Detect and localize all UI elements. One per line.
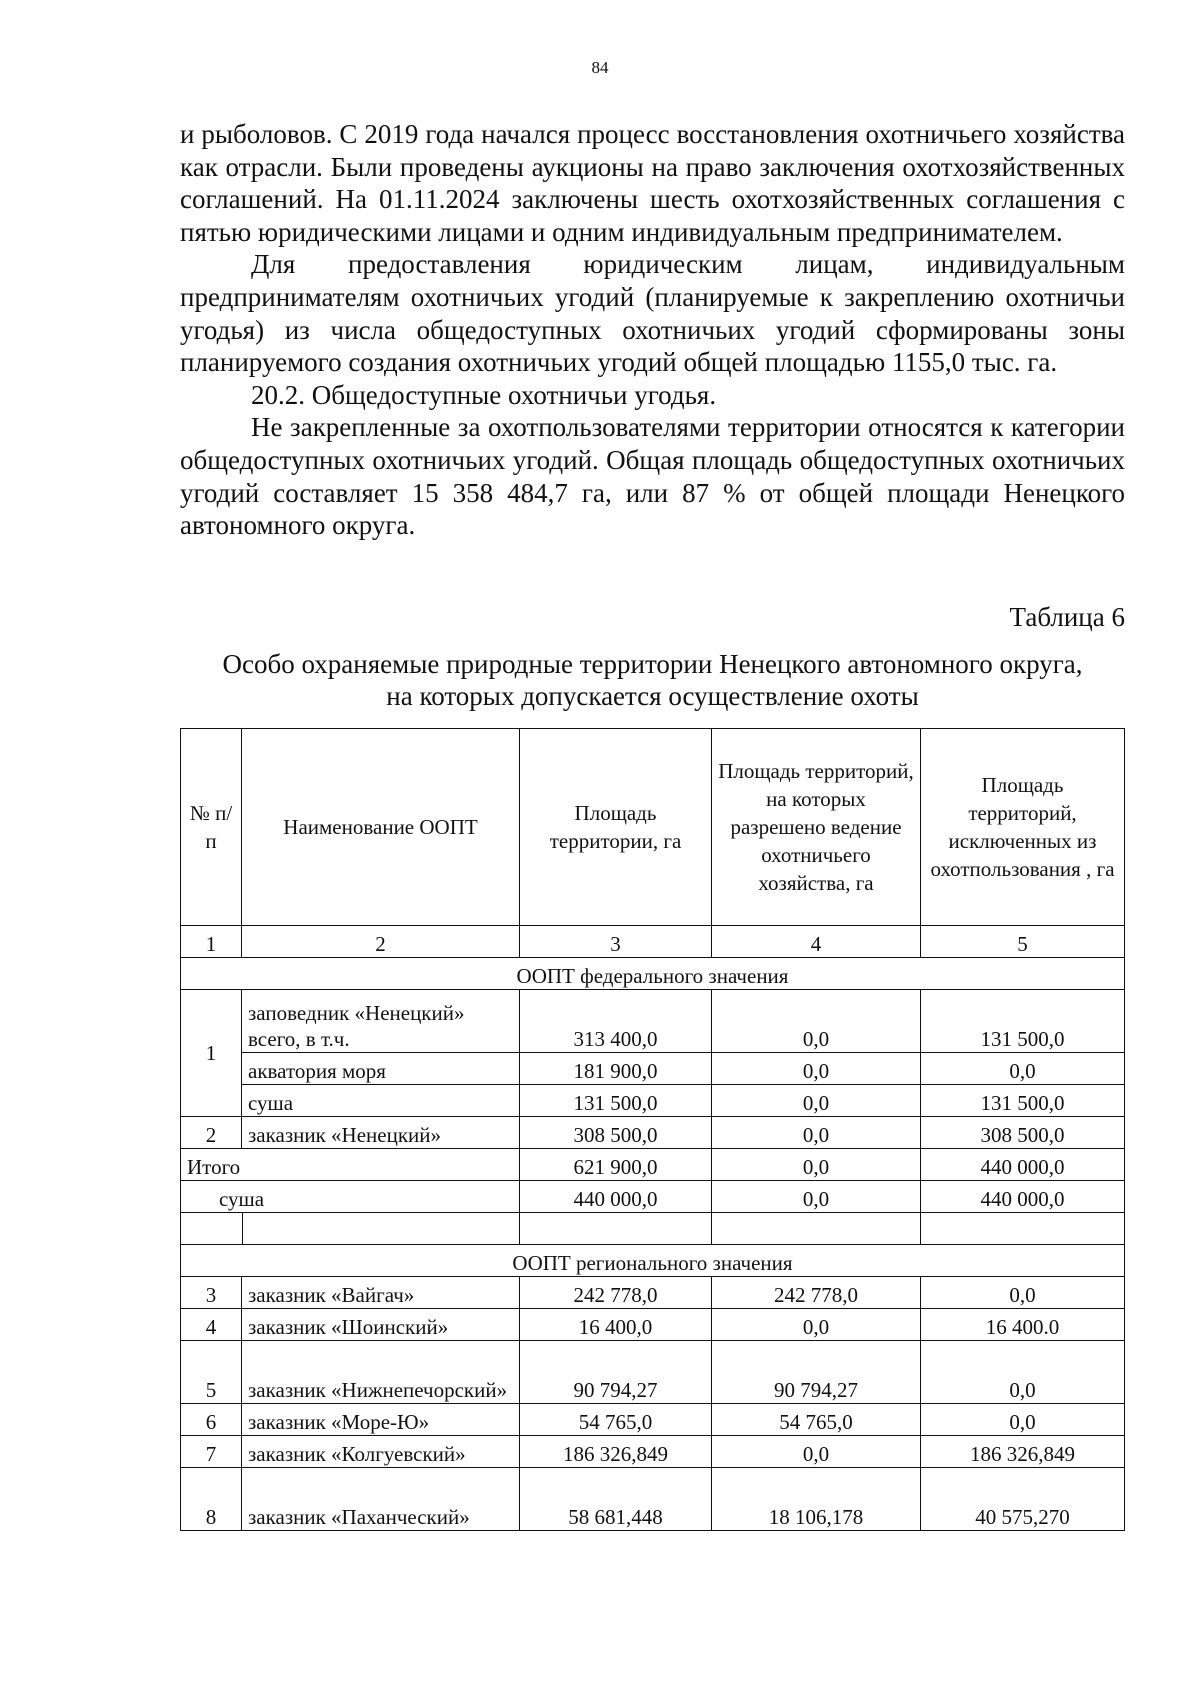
table-header-row	[181, 729, 1125, 926]
row-name: суша	[242, 1085, 520, 1117]
row-area: 186 326,849	[520, 1436, 712, 1468]
row-excluded: 16 400.0	[921, 1309, 1125, 1341]
table-caption-line-1: Особо охраняемые природные территории Ненецкого автономного округа,	[222, 649, 1083, 679]
row-name: заказник «Море-Ю»	[242, 1404, 520, 1436]
total-hunting: 0,0	[712, 1149, 921, 1181]
table-row	[181, 1053, 1125, 1085]
row-area: 54 765,0	[520, 1404, 712, 1436]
table-row	[181, 1085, 1125, 1117]
section-heading: 20.2. Общедоступные охотничьи угодья.	[251, 379, 717, 410]
row-name: заказник «Вайгач»	[242, 1277, 520, 1309]
body-text	[180, 118, 1125, 542]
row-excluded: 308 500,0	[921, 1117, 1125, 1149]
row-excluded: 131 500,0	[921, 990, 1125, 1053]
col-number: 3	[520, 926, 712, 958]
row-name: заказник «Нижнепечорский»	[242, 1341, 520, 1404]
table-row	[181, 1404, 1125, 1436]
row-hunting: 54 765,0	[712, 1404, 921, 1436]
row-excluded: 0,0	[921, 1277, 1125, 1309]
empty-row	[181, 1213, 1125, 1245]
empty-cell	[921, 1213, 1125, 1245]
table-caption	[180, 648, 1125, 712]
section-title-federal: ООПТ федерального значения	[181, 958, 1125, 990]
header-excluded-area: Площадь территорий, исключенных из охотпользования , га	[921, 729, 1125, 926]
row-hunting: 0,0	[712, 1085, 921, 1117]
row-name: заказник «Паханческий»	[242, 1468, 520, 1531]
row-hunting: 0,0	[712, 1053, 921, 1085]
row-index: 5	[181, 1341, 242, 1404]
section-row-regional	[181, 1245, 1125, 1277]
section-row-federal	[181, 958, 1125, 990]
table-row	[181, 1117, 1125, 1149]
row-area: 131 500,0	[520, 1085, 712, 1117]
row-hunting: 18 106,178	[712, 1468, 921, 1531]
total-land-hunting: 0,0	[712, 1181, 921, 1213]
paragraph-1: и рыболовов. С 2019 года начался процесс восстановления охотничьего хозяйства как отрасли. Были проведены аукционы на право заключения охотхозяйственных соглашений. На 01.11.2024 заключены шесть охотхозяйственных соглашения с пятью юридическими лицами и одним индивидуальным предпринимателем.	[180, 119, 1125, 247]
row-index: 2	[181, 1117, 242, 1149]
row-excluded: 40 575,270	[921, 1468, 1125, 1531]
row-hunting: 0,0	[712, 990, 921, 1053]
row-excluded: 0,0	[921, 1404, 1125, 1436]
column-number-row	[181, 926, 1125, 958]
row-index: 1	[181, 990, 242, 1117]
row-index: 7	[181, 1436, 242, 1468]
row-area: 242 778,0	[520, 1277, 712, 1309]
row-name: заповедник «Ненецкий» всего, в т.ч.	[242, 990, 520, 1053]
row-index: 8	[181, 1468, 242, 1531]
col-number: 1	[181, 926, 242, 958]
row-excluded: 186 326,849	[921, 1436, 1125, 1468]
empty-cell	[181, 1213, 520, 1245]
paragraph-2: Для предоставления юридическим лицам, индивидуальным предпринимателям охотничьих угодий (планируемые к закреплению охотничьи угодья) из числа общедоступных охотничьих угодий сформированы зоны планируемого создания охотничьих угодий общей площадью 1155,0 тыс. га.	[180, 249, 1125, 378]
table-row	[181, 1436, 1125, 1468]
row-hunting: 242 778,0	[712, 1277, 921, 1309]
table-row	[181, 1309, 1125, 1341]
row-area: 90 794,27	[520, 1341, 712, 1404]
row-index: 3	[181, 1277, 242, 1309]
total-area: 621 900,0	[520, 1149, 712, 1181]
table-caption-line-2: на которых допускается осуществление охоты	[386, 681, 919, 711]
row-hunting: 0,0	[712, 1436, 921, 1468]
table-row	[181, 1468, 1125, 1531]
total-label: Итого	[181, 1149, 520, 1181]
row-hunting: 90 794,27	[712, 1341, 921, 1404]
col-number: 5	[921, 926, 1125, 958]
row-excluded: 0,0	[921, 1053, 1125, 1085]
header-hunting-area: Площадь территорий, на которых разрешено ведение охотничьего хозяйства, га	[712, 729, 921, 926]
table-row	[181, 1341, 1125, 1404]
header-number: № п/п	[181, 729, 242, 926]
row-area: 16 400,0	[520, 1309, 712, 1341]
row-name: акватория моря	[242, 1053, 520, 1085]
row-hunting: 0,0	[712, 1117, 921, 1149]
row-area: 58 681,448	[520, 1468, 712, 1531]
total-land-area: 440 000,0	[520, 1181, 712, 1213]
total-land-label: суша	[181, 1181, 520, 1213]
total-land-excluded: 440 000,0	[921, 1181, 1125, 1213]
col-number: 4	[712, 926, 921, 958]
row-area: 313 400,0	[520, 990, 712, 1053]
row-area: 181 900,0	[520, 1053, 712, 1085]
total-land-row	[181, 1181, 1125, 1213]
header-area: Площадь территории, га	[520, 729, 712, 926]
row-name: заказник «Шоинский»	[242, 1309, 520, 1341]
row-index: 4	[181, 1309, 242, 1341]
page-number: 84	[591, 58, 609, 77]
row-hunting: 0,0	[712, 1309, 921, 1341]
row-index: 6	[181, 1404, 242, 1436]
table-row	[181, 1277, 1125, 1309]
header-name: Наименование ООПТ	[242, 729, 520, 926]
paragraph-3: Не закрепленные за охотпользователями территории относятся к категории общедоступных охотничьих угодий. Общая площадь общедоступных охотничьих угодий составляет 15 358 484,7 га, или 87 % от общей площади Ненецкого автономного округа.	[180, 412, 1125, 541]
row-name: заказник «Ненецкий»	[242, 1117, 520, 1149]
row-excluded: 0,0	[921, 1341, 1125, 1404]
table-label: Таблица 6	[1009, 602, 1125, 632]
oopt-table	[180, 728, 1125, 1531]
col-number: 2	[242, 926, 520, 958]
row-area: 308 500,0	[520, 1117, 712, 1149]
section-title-regional: ООПТ регионального значения	[181, 1245, 1125, 1277]
row-excluded: 131 500,0	[921, 1085, 1125, 1117]
total-excluded: 440 000,0	[921, 1149, 1125, 1181]
table-row	[181, 990, 1125, 1053]
row-name: заказник «Колгуевский»	[242, 1436, 520, 1468]
total-row	[181, 1149, 1125, 1181]
empty-cell	[520, 1213, 712, 1245]
empty-cell	[712, 1213, 921, 1245]
